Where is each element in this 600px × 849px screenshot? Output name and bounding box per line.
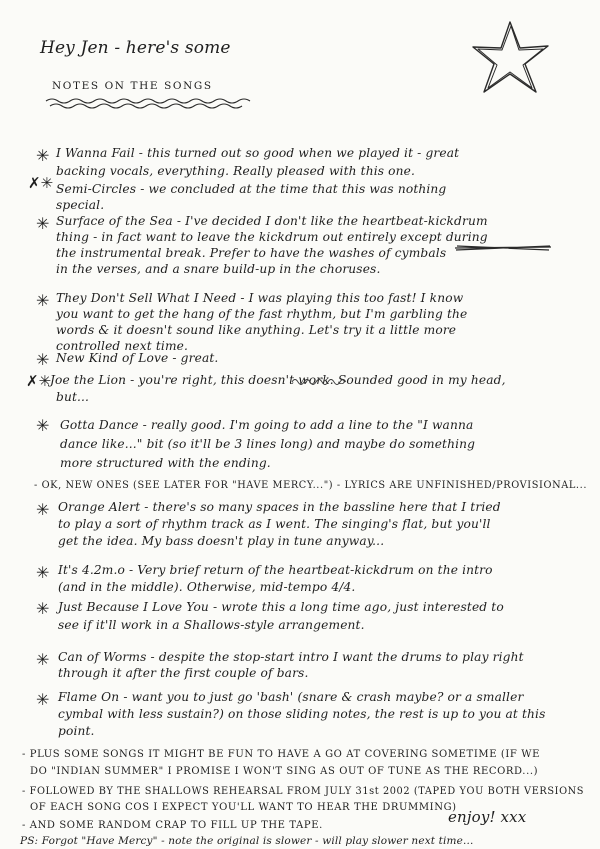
footer-line: - FOLLOWED BY THE SHALLOWS REHEARSAL FROM JULY 31st 2002 (TAPED YOU BOTH VERSIONS [22, 786, 585, 797]
bullet-icon: ✳ [36, 650, 50, 669]
note-line: Can of Worms - despite the stop-start intro I want the drums to play right [58, 650, 524, 664]
note-line: They Don't Sell What I Need - I was playing this too fast! I know [56, 291, 464, 305]
bullet-icon: ✳ [36, 350, 50, 369]
note-line: Just Because I Love You - wrote this a long time ago, just interested to [58, 600, 504, 614]
note-line: Surface of the Sea - I've decided I don't like the heartbeat-kickdrum [56, 214, 488, 228]
bullet-icon: ✳ [36, 599, 50, 618]
footer-line: - PLUS SOME SONGS IT MIGHT BE FUN TO HAVE A GO AT COVERING SOMETIME (IF WE [22, 749, 541, 760]
signoff: enjoy! xxx [448, 808, 527, 826]
note-line: through it after the first couple of bars. [58, 666, 309, 680]
squiggle-icon [290, 376, 346, 386]
bullet-x-icon: ✗✳ [28, 174, 54, 192]
bullet-icon: ✳ [36, 416, 50, 435]
note-line: I Wanna Fail - this turned out so good when we played it - great [56, 146, 460, 160]
note-line: see if it'll work in a Shallows-style arrangement. [58, 618, 365, 632]
greeting: Hey Jen - here's some [40, 38, 231, 58]
footer-line: - AND SOME RANDOM CRAP TO FILL UP THE TAPE. [22, 820, 323, 831]
new-ones-note: - OK, NEW ONES (SEE LATER FOR "HAVE MERCY...") - LYRICS ARE UNFINISHED/PROVISIONAL... [34, 480, 588, 491]
bullet-icon: ✳ [36, 563, 50, 582]
note-line: backing vocals, everything. Really pleased with this one. [56, 164, 416, 178]
bullet-icon: ✳ [36, 690, 50, 709]
note-line: Orange Alert - there's so many spaces in the bassline here that I tried [58, 500, 501, 514]
note-line: words & it doesn't sound like anything. Let's try it a little more [56, 323, 457, 337]
star-doodle-icon [470, 18, 552, 98]
note-line: (and in the middle). Otherwise, mid-tempo 4/4. [58, 580, 356, 594]
note-line: thing - in fact want to leave the kickdrum out entirely except during [56, 230, 488, 244]
postscript: PS: Forgot "Have Mercy" - note the original is slower - will play slower next time... [20, 835, 474, 847]
heading-notes-on-the-songs: NOTES ON THE SONGS [52, 80, 213, 92]
scribble-out-icon [453, 243, 553, 253]
footer-line: DO "INDIAN SUMMER" I PROMISE I WON'T SING AS OUT OF TUNE AS THE RECORD...) [30, 766, 539, 777]
note-line: Gotta Dance - really good. I'm going to add a line to the "I wanna [60, 418, 474, 432]
note-line: in the verses, and a snare build-up in the choruses. [56, 262, 381, 276]
note-line: It's 4.2m.o - Very brief return of the heartbeat-kickdrum on the intro [58, 563, 493, 577]
footer-line: OF EACH SONG COS I EXPECT YOU'LL WANT TO HEAR THE DRUMMING) [30, 802, 457, 813]
note-line: cymbal with less sustain?) on those sliding notes, the rest is up to you at this [58, 707, 546, 721]
note-line: you want to get the hang of the fast rhythm, but I'm garbling the [56, 307, 468, 321]
note-line: more structured with the ending. [60, 456, 271, 470]
note-line: point. [58, 724, 95, 738]
bullet-x-icon: ✗✳ [26, 372, 52, 390]
bullet-icon: ✳ [36, 291, 50, 310]
note-line: Flame On - want you to just go 'bash' (snare & crash maybe? or a smaller [58, 690, 524, 704]
note-line: but... [56, 390, 90, 404]
wavy-underline-icon [44, 96, 254, 110]
note-line: controlled next time. [56, 339, 189, 353]
note-line: Semi-Circles - we concluded at the time that this was nothing [56, 182, 447, 196]
bullet-icon: ✳ [36, 500, 50, 519]
bullet-icon: ✳ [36, 214, 50, 233]
note-line: Joe the Lion - you're right, this doesn't work. Sounded good in my head, [50, 373, 506, 387]
note-line: New Kind of Love - great. [56, 351, 219, 365]
note-line: get the idea. My bass doesn't play in tune anyway... [58, 534, 385, 548]
note-line: the instrumental break. Prefer to have the washes of cymbals [56, 246, 447, 260]
bullet-icon: ✳ [36, 146, 50, 165]
note-line: dance like..." bit (so it'll be 3 lines long) and maybe do something [60, 437, 476, 451]
note-line: to play a sort of rhythm track as I went. The singing's flat, but you'll [58, 517, 491, 531]
note-line: special. [56, 198, 105, 212]
